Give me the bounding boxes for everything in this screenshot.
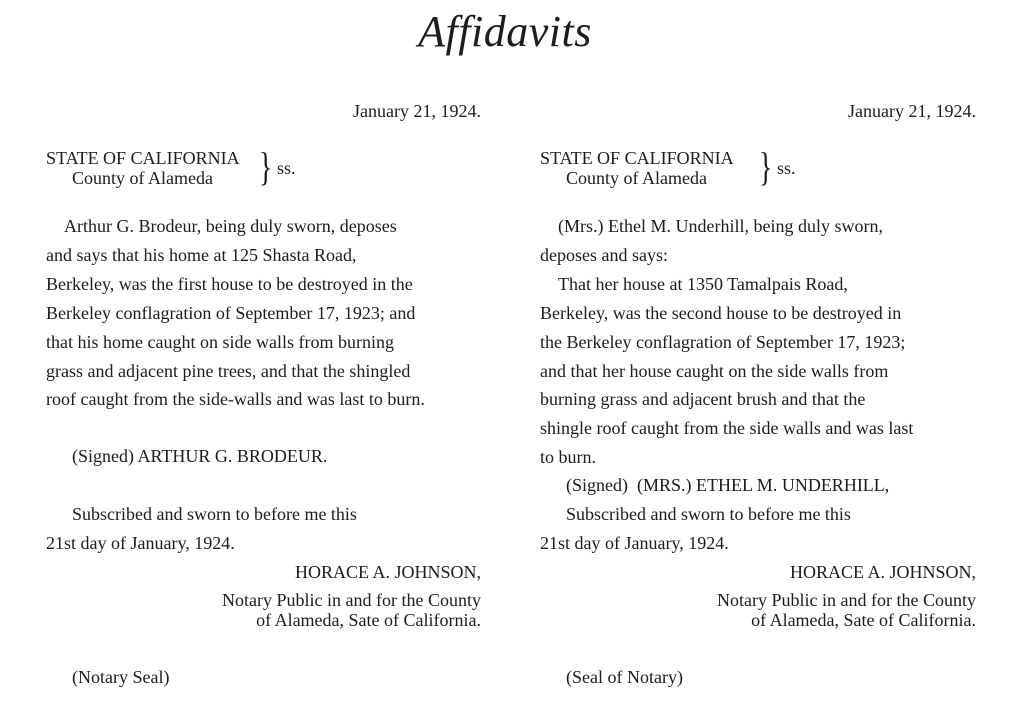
affidavit-body: [540, 212, 976, 472]
body-line: (Mrs.) Ethel M. Underhill, being duly sworn,: [540, 216, 883, 236]
affidavit-underhill: [540, 0, 976, 708]
body-line: Berkeley, was the second house to be destroyed in: [540, 302, 902, 323]
venue-county: County of Alameda: [72, 168, 213, 188]
notary-title: [656, 590, 976, 630]
body-line: that his home caught on side walls from burning: [46, 331, 394, 352]
page-title: Affidavits: [418, 7, 592, 56]
brace-icon: }: [258, 144, 273, 189]
body-line: burning grass and adjacent brush and that the: [540, 389, 866, 410]
body-line: deposes and says:: [540, 244, 668, 265]
body-line: roof caught from the side-walls and was last to burn.: [46, 389, 425, 410]
body-line: grass and adjacent pine trees, and that the shingled: [46, 360, 411, 381]
notary-title-line: Notary Public in and for the County: [717, 590, 976, 610]
venue-ss: ss.: [777, 158, 796, 178]
subscribed-date: 21st day of January, 1924.: [46, 533, 235, 553]
body-line: to burn.: [540, 447, 596, 468]
subscribed-line: Subscribed and sworn to before me this: [566, 504, 851, 524]
body-line: Arthur G. Brodeur, being duly sworn, deposes: [46, 216, 397, 236]
signature-line: (Signed) (MRS.) ETHEL M. UNDERHILL,: [566, 475, 890, 495]
notary-name: HORACE A. JOHNSON,: [294, 562, 481, 582]
notary-title-line: of Alameda, Sate of California.: [256, 610, 481, 630]
notary-name: HORACE A. JOHNSON,: [789, 562, 976, 582]
body-line: That her house at 1350 Tamalpais Road,: [540, 273, 848, 294]
signature-line: (Signed) ARTHUR G. BRODEUR.: [72, 446, 328, 466]
notary-title-line: of Alameda, Sate of California.: [751, 610, 976, 630]
venue-ss: ss.: [277, 158, 296, 178]
notary-title: [161, 590, 481, 630]
body-line: Berkeley, was the first house to be destroyed in the: [46, 273, 413, 294]
notary-seal: (Notary Seal): [72, 667, 170, 687]
body-line: Berkeley conflagration of September 17, 1923; and: [46, 302, 416, 323]
notary-title-line: Notary Public in and for the County: [222, 590, 481, 610]
subscribed-line: Subscribed and sworn to before me this: [72, 504, 357, 524]
body-line: and that her house caught on the side walls from: [540, 360, 889, 381]
body-line: and says that his home at 125 Shasta Road,: [46, 244, 357, 265]
affidavit-brodeur: [46, 0, 481, 708]
venue-state: STATE OF CALIFORNIA: [46, 148, 240, 168]
affidavit-date: January 21, 1924.: [848, 101, 976, 121]
venue-state: STATE OF CALIFORNIA: [540, 148, 734, 168]
body-line: shingle roof caught from the side walls and was last: [540, 418, 914, 439]
body-line: the Berkeley conflagration of September 17, 1923;: [540, 331, 906, 352]
affidavit-date: January 21, 1924.: [353, 101, 481, 121]
brace-icon: }: [758, 144, 773, 189]
affidavit-body: [46, 212, 481, 414]
notary-seal: (Seal of Notary): [566, 667, 683, 687]
subscribed-date: 21st day of January, 1924.: [540, 533, 729, 553]
venue-county: County of Alameda: [566, 168, 707, 188]
